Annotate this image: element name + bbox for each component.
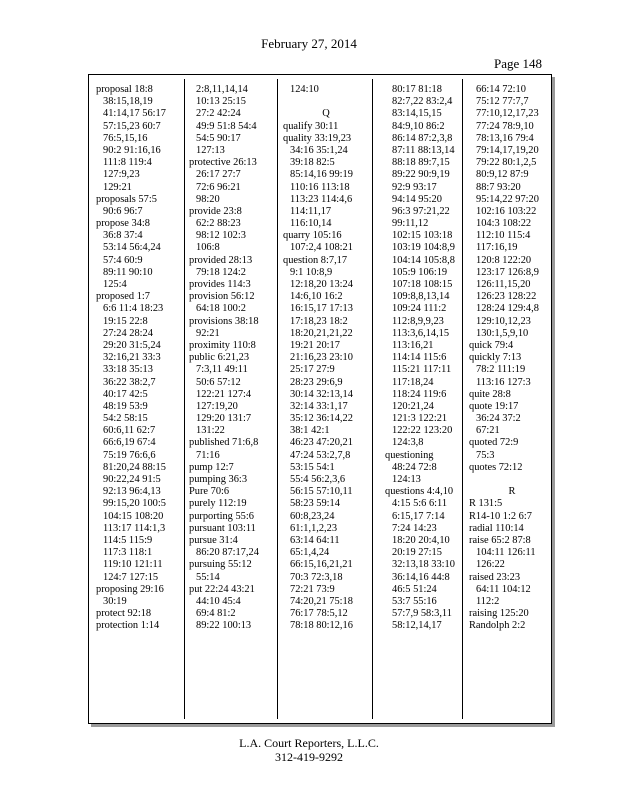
index-entry-line: 113:23 114:4,6 <box>290 193 353 205</box>
index-entry-line: 113:16 127:3 <box>476 376 531 388</box>
index-entry-line: pump 12:7 <box>189 461 234 473</box>
index-entry-line: 128:24 129:4,8 <box>476 303 539 315</box>
index-entry-line: 89:11 90:10 <box>103 266 153 278</box>
index-entry-line: 112:8,9,9,23 <box>392 315 444 327</box>
index-box <box>88 74 552 724</box>
index-entry-line: 104:11 126:11 <box>476 547 536 559</box>
index-entry-line: 25:17 27:9 <box>290 364 335 376</box>
index-entry-line: 7:24 14:23 <box>392 522 437 534</box>
index-entry-line: 78:13,16 79:4 <box>476 132 534 144</box>
index-entry-line: 49:9 51:8 54:4 <box>196 120 257 132</box>
index-entry-line: 129:10,12,23 <box>476 315 531 327</box>
index-entry-line: 60:8,23,24 <box>290 510 335 522</box>
index-entry-line: 90:2 91:16,16 <box>103 144 161 156</box>
index-column-4 <box>385 84 471 632</box>
index-entry-line: 62:2 88:23 <box>196 218 241 230</box>
index-entry-line: R14-10 1:2 6:7 <box>469 510 532 522</box>
index-entry-line: published 71:6,8 <box>189 437 259 449</box>
index-entry-line: 44:10 45:4 <box>196 595 241 607</box>
index-entry-line: 34:16 35:1,24 <box>290 144 348 156</box>
index-entry-line: 92:9 93:17 <box>392 181 437 193</box>
index-entry-line: 6:15,17 7:14 <box>392 510 445 522</box>
index-entry-line: 19:15 22:8 <box>103 315 148 327</box>
index-entry-line: 6:6 11:4 18:23 <box>103 303 164 315</box>
page-number: Page 148 <box>494 56 543 71</box>
index-entry-line: 83:14,15,15 <box>392 108 442 120</box>
index-entry-line: 20:19 27:15 <box>392 547 442 559</box>
index-entry-line: 127:13 <box>196 144 225 156</box>
index-entry-line: 66:15,16,21,21 <box>290 559 353 571</box>
index-entry-line: 36:24 37:2 <box>476 413 521 425</box>
index-entry-line: 120:21,24 <box>392 400 434 412</box>
index-entry-line: 85:14,16 99:19 <box>290 169 353 181</box>
index-entry-line: 103:19 104:8,9 <box>392 242 455 254</box>
index-entry-line: pursue 31:4 <box>189 534 238 546</box>
index-entry-line: 32:13,18 33:10 <box>392 559 455 571</box>
index-entry-line: 12:18,20 13:24 <box>290 279 353 290</box>
index-entry-line: 74:20,21 75:18 <box>290 595 353 607</box>
index-entry-line: question 8:7,17 <box>283 254 348 266</box>
index-entry-line: 72:21 73:9 <box>290 583 335 595</box>
index-entry-line: 112:2 <box>476 595 500 607</box>
index-entry-line: quick 79:4 <box>469 339 514 351</box>
index-column-3 <box>283 84 369 632</box>
index-entry-line: 16:15,17 17:13 <box>290 303 353 315</box>
index-entry-line: 19:21 20:17 <box>290 339 340 351</box>
index-entry-line: protective 26:13 <box>189 157 257 169</box>
index-entry-line: 109:8,8,13,14 <box>392 291 450 303</box>
index-entry-line: raise 65:2 87:8 <box>469 534 531 546</box>
index-entry-line: 47:24 53:2,7,8 <box>290 449 351 461</box>
index-entry-line: 129:21 <box>103 181 132 193</box>
index-entry-line: 89:22 90:9,19 <box>392 169 450 181</box>
index-entry-line: 2:8,11,14,14 <box>196 84 248 95</box>
index-entry-line: 14:6,10 16:2 <box>290 291 343 303</box>
index-entry-line: 87:11 88:13,14 <box>392 144 455 156</box>
index-entry-line: 76:5,15,16 <box>103 132 148 144</box>
index-entry-line: 78:18 80:12,16 <box>290 620 353 632</box>
index-entry-line: 65:1,4,24 <box>290 547 330 559</box>
index-entry-line: purely 112:19 <box>189 498 247 510</box>
index-entry-line: proximity 110:8 <box>189 339 256 351</box>
index-entry-line: protection 1:14 <box>96 620 160 632</box>
index-entry-line: 127:9,23 <box>103 169 140 181</box>
index-entry-line: 64:18 100:2 <box>196 303 246 315</box>
index-entry-line: 124:10 <box>290 84 319 95</box>
index-entry-line: 126:22 <box>476 559 505 571</box>
index-entry-line: 81:20,24 88:15 <box>103 461 166 473</box>
index-entry-line: 76:17 78:5,12 <box>290 608 348 620</box>
index-entry-line: 104:15 108:20 <box>103 510 164 522</box>
index-entry-line: quarry 105:16 <box>283 230 342 242</box>
index-entry-line <box>469 474 555 486</box>
index-entry-line: R 131:5 <box>469 498 503 510</box>
index-entry-line: Pure 70:6 <box>189 486 230 498</box>
index-entry-line: 92:13 96:4,13 <box>103 486 161 498</box>
index-entry-line: 79:18 124:2 <box>196 266 246 278</box>
index-entry-line: 58:23 59:14 <box>290 498 340 510</box>
index-entry-line: public 6:21,23 <box>189 352 250 364</box>
index-entry-line: provided 28:13 <box>189 254 253 266</box>
index-entry-line: 40:17 42:5 <box>103 388 148 400</box>
index-entry-line: 27:2 42:24 <box>196 108 241 120</box>
index-entry-line: proposed 1:7 <box>96 291 150 303</box>
index-entry-line: 79:22 80:1,2,5 <box>476 157 537 169</box>
index-entry-line: 77:10,12,17,23 <box>476 108 539 120</box>
index-entry-line: 48:24 72:8 <box>392 461 437 473</box>
index-entry-line: 123:17 126:8,9 <box>476 266 539 278</box>
index-entry-line: 75:3 <box>476 449 495 461</box>
index-entry-line: 33:18 35:13 <box>103 364 153 376</box>
index-entry-line: 38:15,18,19 <box>103 96 153 108</box>
index-entry-line: 7:3,11 49:11 <box>196 364 248 376</box>
index-entry-line: 17:18,23 18:2 <box>290 315 348 327</box>
index-entry-line: 71:16 <box>196 449 220 461</box>
index-entry-line: 4:15 5:6 6:11 <box>392 498 448 510</box>
index-entry-line: 28:23 29:6,9 <box>290 376 343 388</box>
index-entry-line: 67:21 <box>476 425 500 437</box>
index-entry-line <box>283 96 369 108</box>
index-entry-line: 66:6,19 67:4 <box>103 437 156 449</box>
index-entry-line: 130:1,5,9,10 <box>476 327 529 339</box>
index-entry-line: 48:19 53:9 <box>103 400 148 412</box>
index-entry-line: 53:14 56:4,24 <box>103 242 161 254</box>
index-entry-line: 53:15 54:1 <box>290 461 335 473</box>
index-entry-line: 99:15,20 100:5 <box>103 498 166 510</box>
index-entry-line: 95:14,22 97:20 <box>476 193 539 205</box>
index-entry-line: 38:1 42:1 <box>290 425 330 437</box>
index-entry-line: 114:14 115:6 <box>392 352 447 364</box>
index-entry-line: raised 23:23 <box>469 571 521 583</box>
index-entry-line: 86:20 87:17,24 <box>196 547 259 559</box>
index-entry-line: 82:7,22 83:2,4 <box>392 96 453 108</box>
index-entry-line: 53:7 55:16 <box>392 595 437 607</box>
index-entry-line: Randolph 2:2 <box>469 620 526 632</box>
index-entry-line: 88:7 93:20 <box>476 181 521 193</box>
index-entry-line: questions 4:4,10 <box>385 486 454 498</box>
index-column-1 <box>96 84 182 632</box>
index-entry-line: qualify 30:11 <box>283 120 339 132</box>
index-entry-line: 10:13 25:15 <box>196 96 246 108</box>
index-entry-line: quite 28:8 <box>469 388 511 400</box>
index-entry-line: quality 33:19,23 <box>283 132 352 144</box>
index-entry-line: quickly 7:13 <box>469 352 522 364</box>
index-entry-line: 35:12 36:14,22 <box>290 413 353 425</box>
index-entry-line: 114:5 115:9 <box>103 534 153 546</box>
index-entry-line: 36:8 37:4 <box>103 230 143 242</box>
index-entry-line: 75:19 76:6,6 <box>103 449 156 461</box>
index-letter-heading: Q <box>322 108 330 120</box>
index-entry-line: 79:14,17,19,20 <box>476 144 539 156</box>
index-entry-line: 72:6 96:21 <box>196 181 241 193</box>
index-entry-line: 80:17 81:18 <box>392 84 442 95</box>
index-entry-line: 32:16,21 33:3 <box>103 352 161 364</box>
index-entry-line: 107:18 108:15 <box>392 279 453 290</box>
column-divider <box>277 79 278 719</box>
index-entry-line: 75:12 77:7,7 <box>476 96 529 108</box>
index-entry-line: 88:18 89:7,15 <box>392 157 450 169</box>
index-entry-line: 112:10 115:4 <box>476 230 531 242</box>
index-entry-line: 9:1 10:8,9 <box>290 266 333 278</box>
index-entry-line: 21:16,23 23:10 <box>290 352 353 364</box>
index-entry-line: 102:15 103:18 <box>392 230 453 242</box>
index-entry-line: 39:18 82:5 <box>290 157 335 169</box>
index-entry-line: 120:8 122:20 <box>476 254 532 266</box>
index-entry-line: put 22:24 43:21 <box>189 583 255 595</box>
index-entry-line: 57:4 60:9 <box>103 254 143 266</box>
index-entry-line: 121:3 122:21 <box>392 413 448 425</box>
index-entry-line: 122:22 123:20 <box>392 425 453 437</box>
index-entry-line: 54:2 58:15 <box>103 413 148 425</box>
index-entry-line: 86:14 87:2,3,8 <box>392 132 453 144</box>
index-entry-line: 26:17 27:7 <box>196 169 241 181</box>
index-entry-line: 99:11,12 <box>392 218 429 230</box>
index-entry-line: 55:4 56:2,3,6 <box>290 474 346 485</box>
index-entry-line: 89:22 100:13 <box>196 620 252 632</box>
index-entry-line: 102:16 103:22 <box>476 205 537 217</box>
index-entry-line: 30:19 <box>103 595 127 607</box>
index-entry-line: 124:3,8 <box>392 437 424 449</box>
index-entry-line: 126:11,15,20 <box>476 279 531 290</box>
index-entry-line: 84:9,10 86:2 <box>392 120 445 132</box>
index-entry-line: 104:3 108:22 <box>476 218 532 230</box>
index-entry-line: 63:14 64:11 <box>290 534 340 546</box>
index-entry-line: 90:22,24 91:5 <box>103 474 161 485</box>
index-column-2 <box>189 84 275 632</box>
index-entry-line: 30:14 32:13,14 <box>290 388 353 400</box>
index-entry-line: 92:21 <box>196 327 220 339</box>
index-entry-line: proposal 18:8 <box>96 84 153 95</box>
index-entry-line: proposals 57:5 <box>96 193 157 205</box>
index-entry-line: 29:20 31:5,24 <box>103 339 161 351</box>
index-entry-line: 50:6 57:12 <box>196 376 241 388</box>
index-entry-line: 109:24 111:2 <box>392 303 447 315</box>
index-entry-line: provide 23:8 <box>189 205 242 217</box>
index-entry-line: 77:24 78:9,10 <box>476 120 534 132</box>
index-entry-line: 107:2,4 108:21 <box>290 242 353 254</box>
index-entry-line: 125:4 <box>103 279 127 290</box>
index-entry-line: 105:9 106:19 <box>392 266 448 278</box>
index-entry-line: 57:15,23 60:7 <box>103 120 161 132</box>
index-entry-line: 18:20 20:4,10 <box>392 534 450 546</box>
index-entry-line: 54:5 90:17 <box>196 132 241 144</box>
index-entry-line: 117:16,19 <box>476 242 518 254</box>
index-entry-line: 119:10 121:11 <box>103 559 163 571</box>
footer-company: L.A. Court Reporters, L.L.C. <box>239 736 379 750</box>
index-entry-line: 58:12,14,17 <box>392 620 442 632</box>
index-entry-line: provision 56:12 <box>189 291 255 303</box>
index-entry-line: quoted 72:9 <box>469 437 519 449</box>
index-entry-line: 98:12 102:3 <box>196 230 246 242</box>
index-entry-line: 113:17 114:1,3 <box>103 522 166 534</box>
index-entry-line: 18:20,21,21,22 <box>290 327 353 339</box>
index-entry-line: 98:20 <box>196 193 220 205</box>
index-entry-line: 27:24 28:24 <box>103 327 153 339</box>
index-entry-line: 129:20 131:7 <box>196 413 252 425</box>
index-entry-line: 80:9,12 87:9 <box>476 169 529 181</box>
index-entry-line: 57:7,9 58:3,11 <box>392 608 452 620</box>
index-entry-line: 41:14,17 56:17 <box>103 108 166 120</box>
index-entry-line: 61:1,1,2,23 <box>290 522 338 534</box>
column-divider <box>184 79 185 719</box>
index-entry-line: 64:11 104:12 <box>476 583 531 595</box>
index-entry-line: 46:5 51:24 <box>392 583 437 595</box>
index-entry-line: 124:13 <box>392 474 421 485</box>
index-entry-line: pursuant 103:11 <box>189 522 256 534</box>
column-divider <box>372 79 373 719</box>
index-column-5 <box>469 84 555 632</box>
index-entry-line: questioning <box>385 449 434 461</box>
index-entry-line: 70:3 72:3,18 <box>290 571 343 583</box>
index-entry-line: 94:14 95:20 <box>392 193 442 205</box>
index-entry-line: 113:16,21 <box>392 339 434 351</box>
index-entry-line: 113:3,6,14,15 <box>392 327 450 339</box>
index-entry-line: 56:15 57:10,11 <box>290 486 353 498</box>
column-divider <box>462 79 463 719</box>
index-entry-line: propose 34:8 <box>96 218 150 230</box>
index-entry-line: provides 114:3 <box>189 279 251 290</box>
index-entry-line: protect 92:18 <box>96 608 152 620</box>
index-entry-line: 104:14 105:8,8 <box>392 254 455 266</box>
index-entry-line: 118:24 119:6 <box>392 388 447 400</box>
index-entry-line: 117:18,24 <box>392 376 434 388</box>
index-entry-line: 124:7 127:15 <box>103 571 159 583</box>
index-entry-line: proposing 29:16 <box>96 583 164 595</box>
index-entry-line: raising 125:20 <box>469 608 529 620</box>
index-entry-line: 122:21 127:4 <box>196 388 252 400</box>
index-entry-line: 110:16 113:18 <box>290 181 350 193</box>
index-entry-line: quote 19:17 <box>469 400 519 412</box>
index-entry-line: 55:14 <box>196 571 220 583</box>
index-entry-line: pumping 36:3 <box>189 474 248 485</box>
index-entry-line: 36:22 38:2,7 <box>103 376 156 388</box>
footer-phone: 312-419-9292 <box>275 750 343 764</box>
page-date: February 27, 2014 <box>261 36 357 51</box>
index-entry-line: pursuing 55:12 <box>189 559 252 571</box>
index-entry-line: 69:4 81:2 <box>196 608 236 620</box>
index-entry-line: 111:8 119:4 <box>103 157 152 169</box>
index-entry-line: 78:2 111:19 <box>476 364 526 376</box>
index-entry-line: 115:21 117:11 <box>392 364 452 376</box>
index-entry-line: 106:8 <box>196 242 220 254</box>
index-entry-line: radial 110:14 <box>469 522 524 534</box>
index-letter-heading: R <box>508 486 516 498</box>
index-entry-line: 117:3 118:1 <box>103 547 153 559</box>
index-entry-line: purporting 55:6 <box>189 510 254 522</box>
index-entry-line: 66:14 72:10 <box>476 84 526 95</box>
index-entry-line: 60:6,11 62:7 <box>103 425 156 437</box>
index-entry-line: 114:11,17 <box>290 205 332 217</box>
index-entry-line: 32:14 33:1,17 <box>290 400 348 412</box>
index-entry-line: 96:3 97:21,22 <box>392 205 450 217</box>
index-entry-line: provisions 38:18 <box>189 315 259 327</box>
index-entry-line: 131:22 <box>196 425 225 437</box>
index-entry-line: 116:10,14 <box>290 218 332 230</box>
index-entry-line: 127:19,20 <box>196 400 238 412</box>
index-entry-line: 90:6 96:7 <box>103 205 143 217</box>
index-entry-line: quotes 72:12 <box>469 461 523 473</box>
index-entry-line: 46:23 47:20,21 <box>290 437 353 449</box>
index-entry-line: 36:14,16 44:8 <box>392 571 450 583</box>
index-entry-line: 126:23 128:22 <box>476 291 537 303</box>
